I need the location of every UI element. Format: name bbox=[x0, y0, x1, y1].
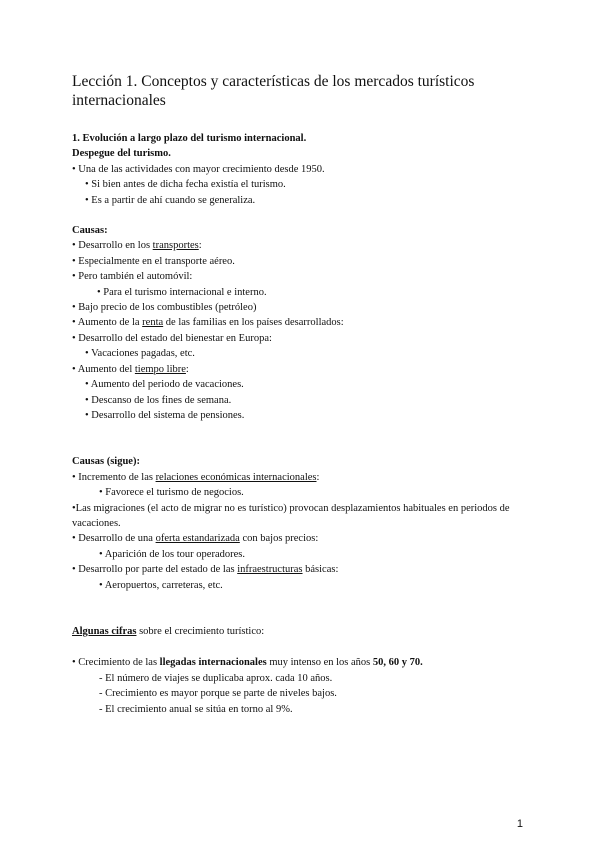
list-item: • Aumento del tiempo libre: bbox=[72, 363, 189, 375]
list-item: • Para el turismo internacional e interno. bbox=[97, 286, 267, 298]
list-item: • Desarrollo de una oferta estandarizada con bajos precios: bbox=[72, 533, 319, 545]
section-causes bbox=[72, 223, 542, 423]
list-item: • Aparición de los tour operadores. bbox=[99, 548, 245, 560]
list-item: • Desarrollo del estado del bienestar en Europa: bbox=[72, 332, 272, 344]
list-item: • Descanso de los fines de semana. bbox=[85, 394, 232, 406]
list-item: • Una de las actividades con mayor crecimiento desde 1950. bbox=[72, 163, 325, 175]
list-item: • Aumento del periodo de vacaciones. bbox=[85, 379, 244, 391]
list-item: • Desarrollo en los transportes: bbox=[72, 240, 202, 252]
list-item: • Incremento de las relaciones económicas internacionales: bbox=[72, 471, 320, 483]
section-causes-continued bbox=[72, 454, 542, 593]
list-item: • Desarrollo por parte del estado de las infraestructuras básicas: bbox=[72, 564, 339, 576]
list-item: • Es a partir de ahí cuando se generaliza. bbox=[85, 194, 256, 206]
list-item: • Si bien antes de dicha fecha existía el turismo. bbox=[85, 179, 286, 191]
list-item: • Bajo precio de los combustibles (petróleo) bbox=[72, 302, 257, 314]
list-item: • Pero también el automóvil: bbox=[72, 271, 193, 283]
list-item: - Crecimiento es mayor porque se parte de niveles bajos. bbox=[99, 688, 337, 700]
list-item: - El número de viajes se duplicaba aprox. cada 10 años. bbox=[99, 672, 333, 684]
list-item: • Desarrollo del sistema de pensiones. bbox=[85, 409, 245, 421]
list-item: • Vacaciones pagadas, etc. bbox=[85, 348, 195, 360]
list-item: - El crecimiento anual se sitúa en torno al 9%. bbox=[99, 703, 293, 715]
document-page bbox=[72, 72, 542, 717]
list-item: • Especialmente en el transporte aéreo. bbox=[72, 255, 235, 267]
section-heading: 1. Evolución a largo plazo del turismo internacional. bbox=[72, 133, 307, 144]
list-item: •Las migraciones (el acto de migrar no es turístico) provocan desplazamientos habituales en periodos de vacaciones. bbox=[72, 502, 510, 529]
lesson-title: Lección 1. Conceptos y características de los mercados turísticos internacionales bbox=[72, 73, 475, 109]
section-heading: Causas: bbox=[72, 225, 108, 237]
section-subheading: Despegue del turismo. bbox=[72, 148, 171, 160]
section-heading: Causas (sigue): bbox=[72, 456, 140, 468]
list-item: • Aeropuertos, carreteras, etc. bbox=[99, 579, 223, 591]
list-item: • Aumento de la renta de las familias en los países desarrollados: bbox=[72, 317, 344, 329]
list-item: • Crecimiento de las llegadas internacionales muy intenso en los años 50, 60 y 70. bbox=[72, 657, 423, 669]
section-figures bbox=[72, 624, 542, 717]
page-number: 1 bbox=[516, 818, 523, 830]
section-heading: Algunas cifras sobre el crecimiento turístico: bbox=[72, 625, 265, 637]
section-evolution bbox=[72, 131, 542, 208]
list-item: • Favorece el turismo de negocios. bbox=[99, 487, 244, 499]
